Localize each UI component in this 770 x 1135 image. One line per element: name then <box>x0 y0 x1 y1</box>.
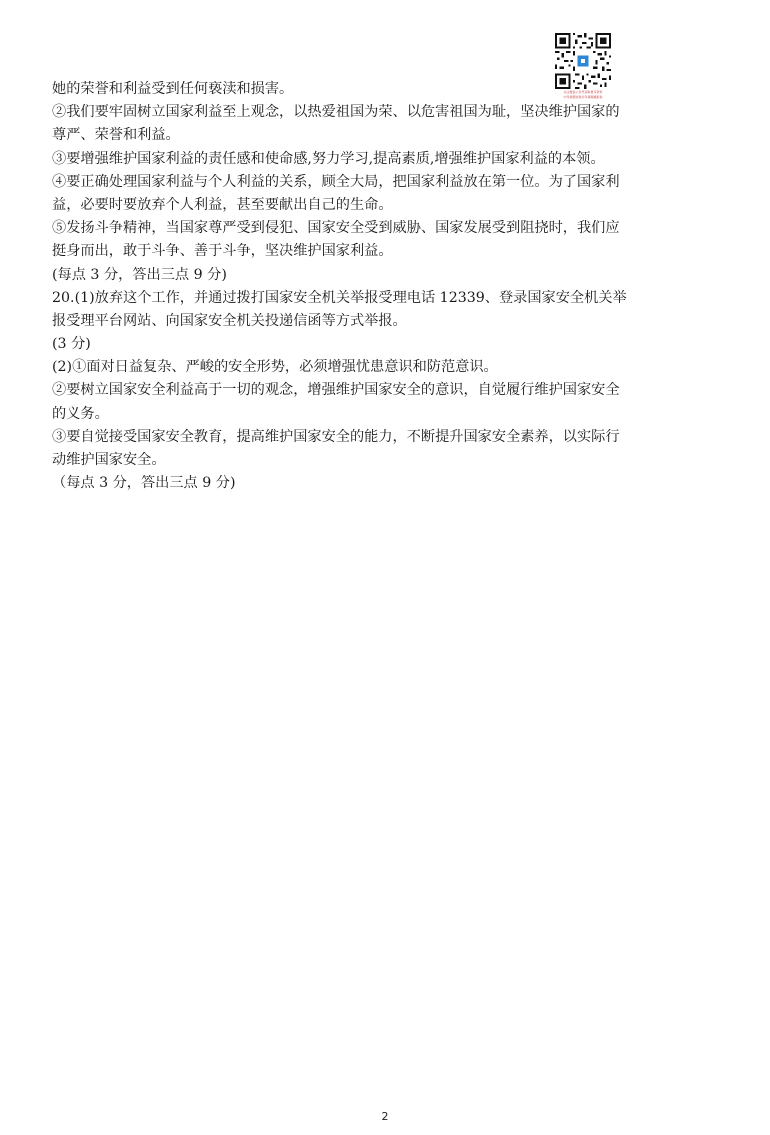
text-line: ②要树立国家安全利益高于一切的观念，增强维护国家安全的意识，自觉履行维护国家安全 <box>52 382 620 399</box>
answer-text <box>52 78 692 495</box>
text-line: ②我们要牢固树立国家利益至上观念，以热爱祖国为荣、以危害祖国为耻，坚决维护国家的 <box>52 104 620 121</box>
text-line: ⑤发扬斗争精神，当国家尊严受到侵犯、国家安全受到威胁、国家发展受到阻挠时，我们应 <box>52 220 620 237</box>
text-line: 动维护国家安全。 <box>52 452 166 468</box>
score-note: (每点 3 分，答出三点 9 分) <box>52 266 227 283</box>
question-20-answer: 20.(1)放弃这个工作，并通过拨打国家安全机关举报受理电话 12339、登录国家安全机关举 <box>52 289 627 306</box>
score-note: （每点 3 分，答出三点 9 分) <box>52 475 236 492</box>
qr-caption-line: 关注微信公众号获取更多资料 <box>563 90 603 94</box>
text-line: 她的荣誉和利益受到任何亵渎和损害。 <box>52 81 294 97</box>
page-number: 2 <box>381 1110 389 1123</box>
qr-caption-line: 中考真题试卷历年真题模拟卷 <box>563 95 603 99</box>
text-line: 挺身而出，敢于斗争、善于斗争，坚决维护国家利益。 <box>52 243 393 260</box>
text-line: 报受理平台网站、向国家安全机关投递信函等方式举报。 <box>52 312 407 329</box>
text-line: ④要正确处理国家利益与个人利益的关系，顾全大局，把国家利益放在第一位。为了国家利 <box>52 173 620 190</box>
text-line: ③要自觉接受国家安全教育，提高维护国家安全的能力，不断提升国家安全素养，以实际行 <box>52 428 620 445</box>
score-note: (3 分) <box>52 336 91 353</box>
text-line: ③要增强维护国家利益的责任感和使命感,努力学习,提高素质,增强维护国家利益的本领。 <box>52 150 605 167</box>
text-line: 益，必要时要放弃个人利益，甚至要献出自己的生命。 <box>52 196 393 213</box>
text-line: 尊严、荣誉和利益。 <box>52 127 180 144</box>
text-line: 的义务。 <box>52 405 109 422</box>
text-line: (2)①面对日益复杂、严峻的安全形势，必须增强忧患意识和防范意识。 <box>52 359 498 376</box>
